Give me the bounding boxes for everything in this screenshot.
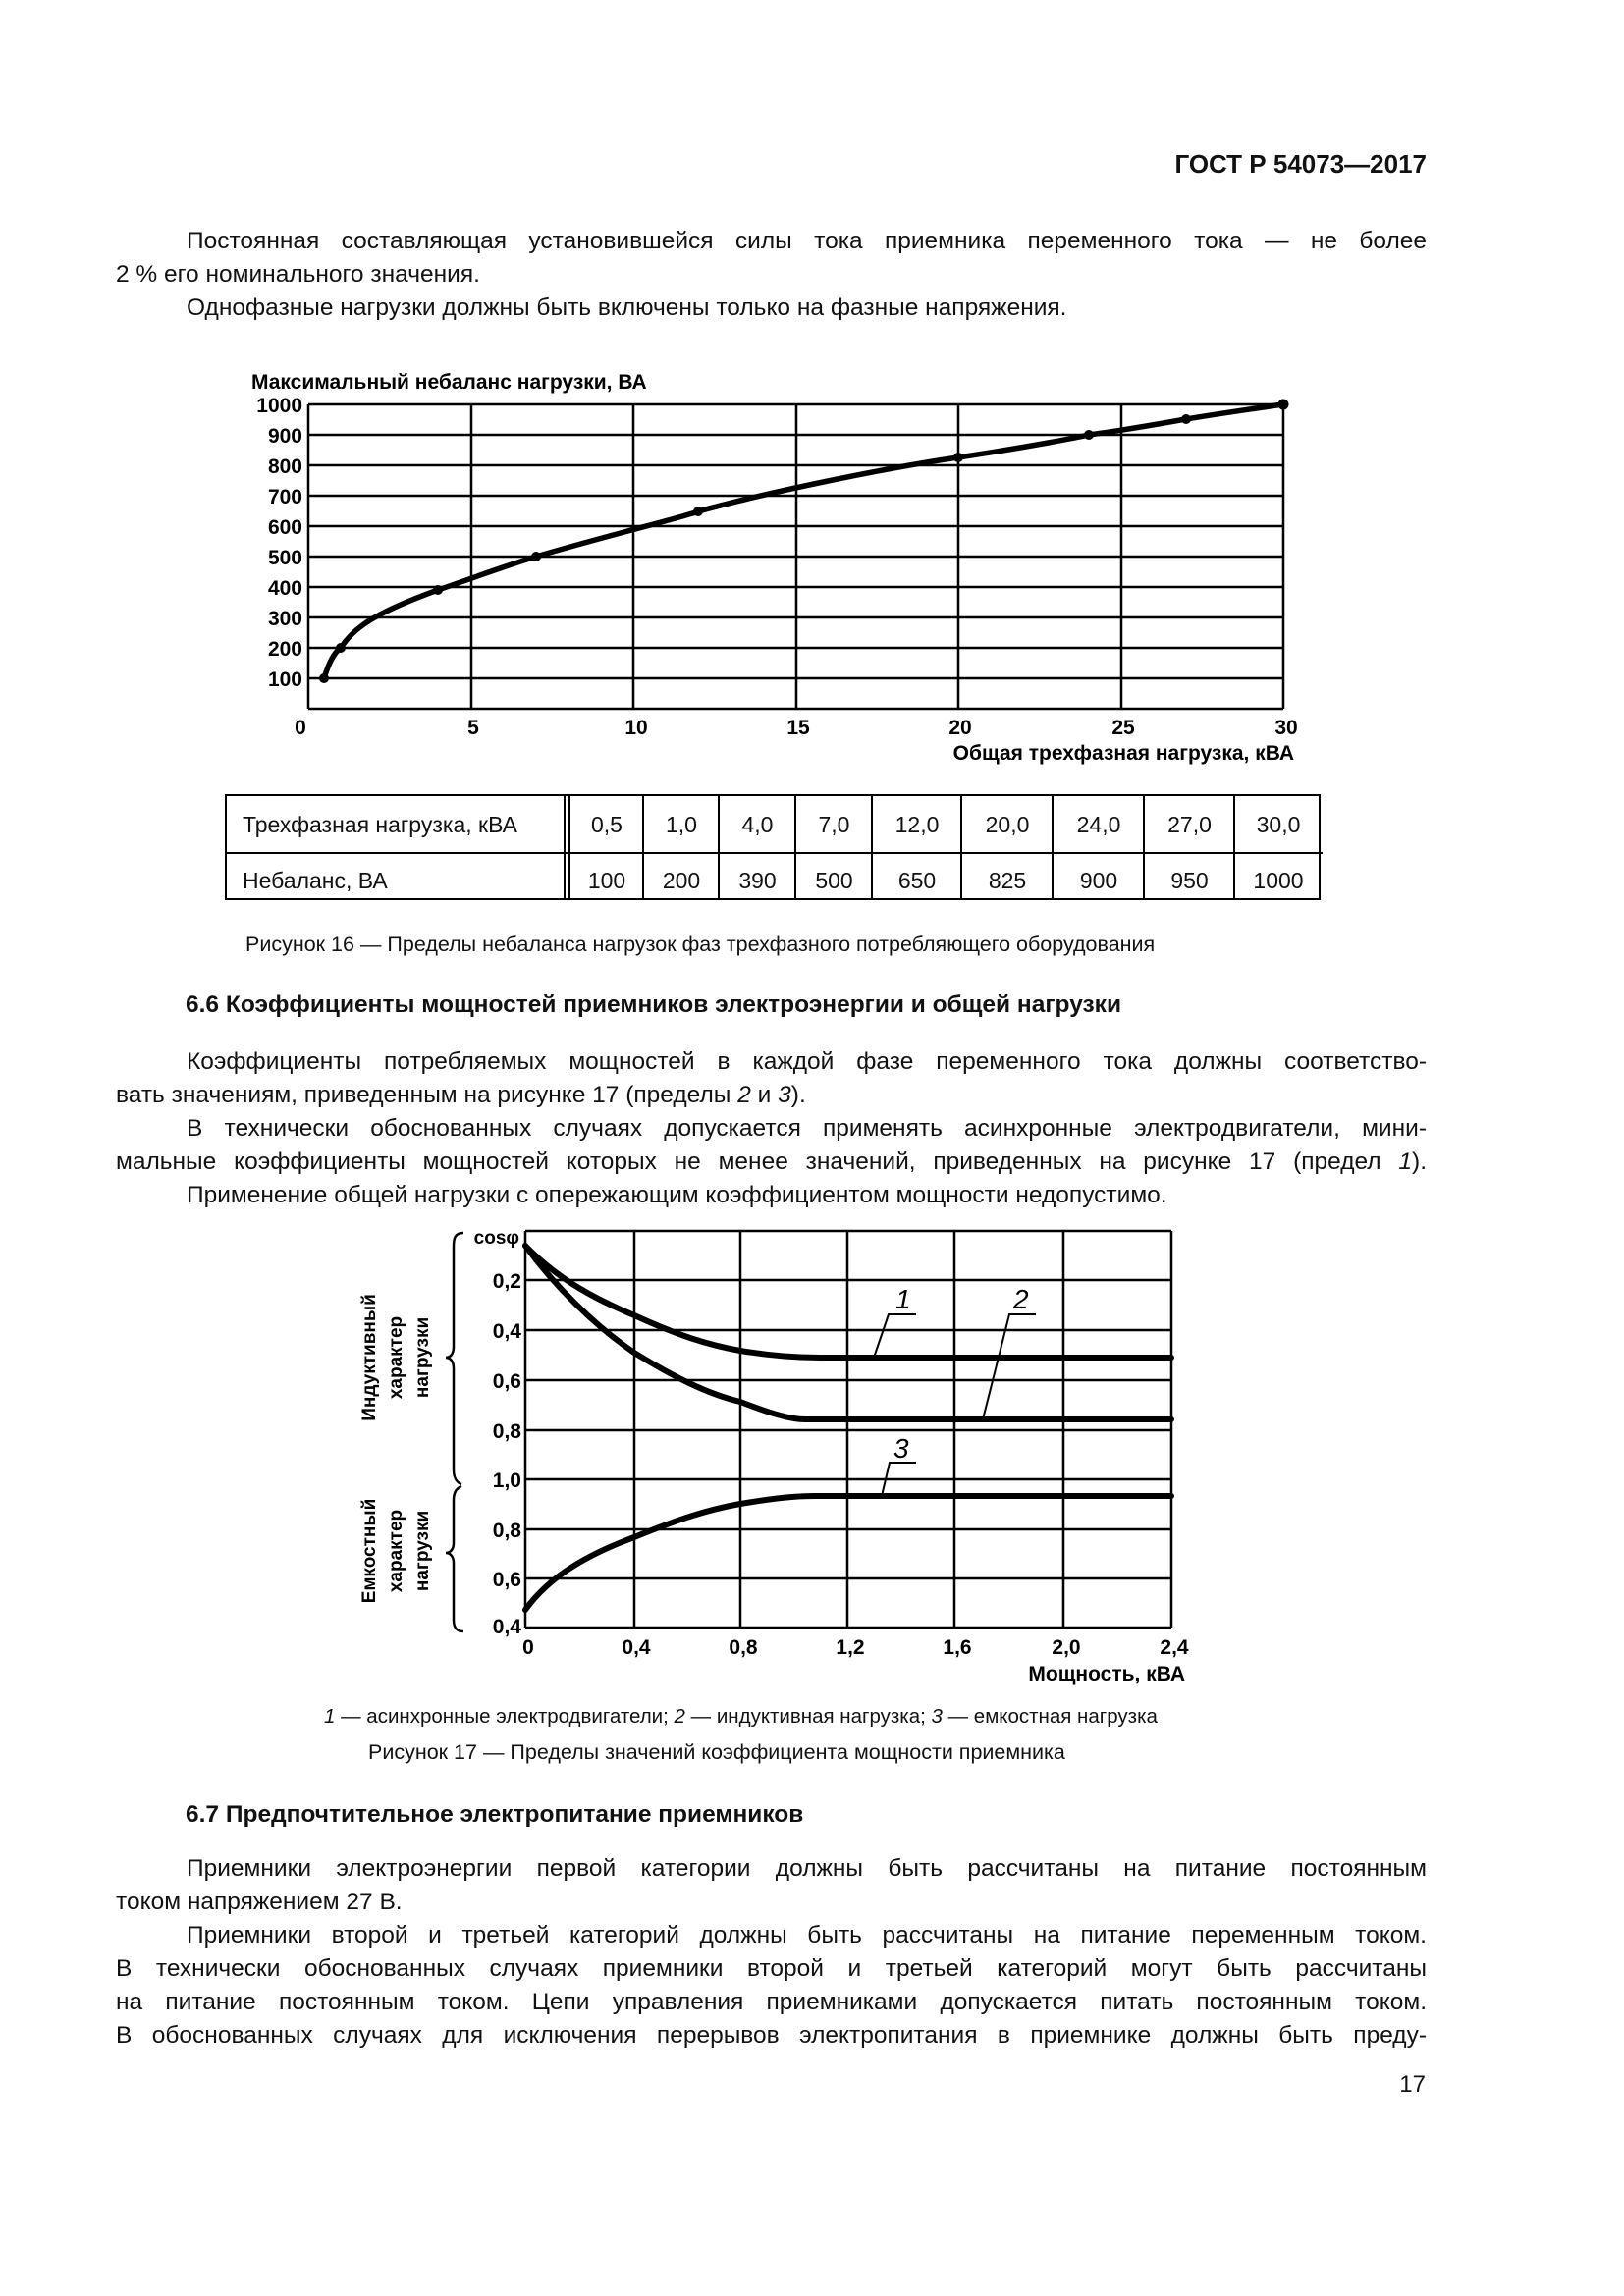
section-6-6-heading: 6.6 Коэффициенты мощностей приемников электроэнергии и общей нагрузки — [186, 991, 1121, 1018]
svg-text:25: 25 — [1111, 717, 1135, 739]
table-cell: 24,0 — [1076, 812, 1121, 837]
table-cell: 12,0 — [894, 812, 940, 837]
table-cell: 20,0 — [985, 812, 1030, 837]
svg-text:0,8: 0,8 — [492, 1520, 521, 1542]
svg-text:500: 500 — [267, 547, 302, 569]
table-cell: 390 — [738, 868, 777, 893]
svg-text:1: 1 — [895, 1284, 911, 1314]
figure17-curve-labels — [893, 1284, 1029, 1464]
svg-text:1000: 1000 — [256, 395, 302, 417]
svg-text:20: 20 — [948, 717, 972, 739]
table-cell: 500 — [815, 868, 853, 893]
paragraph-line: Применение общей нагрузки с опережающим коэффициентом мощности недопустимо. — [187, 1182, 1167, 1208]
table-cell: 650 — [897, 868, 937, 893]
svg-text:0: 0 — [295, 717, 306, 739]
paragraph-line: 2 % его номинального значения. — [116, 261, 480, 288]
svg-text:0,2: 0,2 — [492, 1270, 521, 1293]
svg-text:Индуктивный: Индуктивный — [359, 1294, 380, 1421]
svg-text:3: 3 — [893, 1433, 909, 1464]
table-cell: 4,0 — [741, 812, 774, 837]
figure16-y-ticks — [256, 395, 302, 691]
table-row-label: Небаланс, ВА — [243, 868, 388, 893]
paragraph-line: Однофазные нагрузки должны быть включены только на фазные напряжения. — [187, 294, 1067, 321]
svg-text:0: 0 — [522, 1636, 534, 1659]
figure16-caption: Рисунок 16 — Пределы небаланса нагрузок фаз трехфазного потребляющего оборудования — [245, 933, 1156, 956]
svg-text:Емкостный: Емкостный — [359, 1498, 380, 1604]
table-cell: 100 — [587, 868, 626, 893]
table-cell: 1000 — [1253, 868, 1304, 893]
paragraph-line: Приемники электроэнергии первой категории должны быть рассчитаны на питание постоянным — [187, 1855, 1427, 1882]
svg-text:2,4: 2,4 — [1160, 1636, 1189, 1659]
paragraph-line: Коэффициенты потребляемых мощностей в каждой фазе переменного тока должны соответство- — [187, 1048, 1427, 1075]
paragraph-line: током напряжением 27 В. — [116, 1889, 403, 1915]
page-number: 17 — [1399, 2071, 1426, 2098]
figure16-y-title — [251, 371, 647, 394]
svg-text:200: 200 — [267, 638, 302, 661]
figure16-data-points — [319, 400, 1289, 684]
svg-text:нагрузки: нагрузки — [412, 1510, 433, 1592]
figure17-x-title: Мощность, кВА — [1028, 1663, 1185, 1685]
figure17-legend: 1 — асинхронные электродвигатели; 2 — индуктивная нагрузка; 3 — емкостная нагрузка — [324, 1705, 1158, 1728]
figure17-gridlines — [525, 1231, 1171, 1628]
figure17-braces — [446, 1233, 463, 1631]
svg-text:0,8: 0,8 — [492, 1420, 521, 1443]
svg-text:характер: характер — [386, 1509, 406, 1593]
svg-text:0,4: 0,4 — [492, 1616, 521, 1638]
svg-text:0,6: 0,6 — [492, 1370, 521, 1393]
paragraph-line: Постоянная составляющая установившейся силы тока приемника переменного тока — не более — [187, 228, 1427, 254]
svg-text:5: 5 — [467, 717, 479, 739]
svg-text:1,2: 1,2 — [836, 1636, 865, 1659]
svg-text:600: 600 — [267, 516, 302, 539]
paragraph-line: вать значениям, приведенным на рисунке 17 (пределы 2 и 3). — [116, 1082, 806, 1108]
paragraph-line: В технически обоснованных случаях допускается применять асинхронные электродвигатели, мини- — [187, 1115, 1427, 1142]
figure16-table — [225, 794, 1321, 900]
svg-text:Общая трехфазная нагрузка, кВА: Общая трехфазная нагрузка, кВА — [952, 742, 1294, 765]
paragraph-line: В технически обоснованных случаях приемники второй и третьей категорий могут быть рассчитаны — [116, 1955, 1427, 1982]
svg-text:900: 900 — [267, 425, 302, 448]
svg-text:0,8: 0,8 — [729, 1636, 758, 1659]
svg-text:100: 100 — [267, 668, 302, 691]
figure16-x-ticks — [295, 717, 1298, 739]
table-cell: 950 — [1170, 868, 1209, 893]
svg-text:10: 10 — [624, 717, 648, 739]
paragraph-line: мальные коэффициенты мощностей которых не менее значений, приведенных на рисунке 17 (предел 1). — [116, 1148, 1427, 1175]
svg-text:cosφ: cosφ — [473, 1228, 519, 1249]
svg-text:2,0: 2,0 — [1052, 1636, 1081, 1659]
svg-text:2: 2 — [1013, 1284, 1029, 1314]
figure17-caption: Рисунок 17 — Пределы значений коэффициента мощности приемника — [368, 1740, 1065, 1764]
svg-text:Максимальный небаланс нагрузки: Максимальный небаланс нагрузки, ВА — [251, 371, 647, 394]
svg-text:15: 15 — [786, 717, 810, 739]
svg-text:0,6: 0,6 — [492, 1569, 521, 1591]
table-cell: 30,0 — [1256, 812, 1301, 837]
document-id: ГОСТ Р 54073—2017 — [1174, 149, 1427, 179]
paragraph-line: на питание постоянным током. Цепи управления приемниками допускается питать постоянным током. — [116, 1989, 1427, 2015]
figure16-gridlines — [308, 404, 1283, 709]
table-cell: 27,0 — [1167, 812, 1212, 837]
svg-text:300: 300 — [267, 608, 302, 630]
svg-text:0,4: 0,4 — [622, 1636, 651, 1659]
paragraph-line: Приемники второй и третьей категорий должны быть рассчитаны на питание переменным током. — [187, 1922, 1427, 1949]
svg-text:0,4: 0,4 — [492, 1320, 521, 1343]
figure16-curve — [319, 400, 1289, 684]
section-6-7-heading: 6.7 Предпочтительное электропитание приемников — [186, 1801, 804, 1828]
figure17-y-ticks — [474, 1228, 522, 1638]
table-cell: 1,0 — [666, 812, 697, 837]
paragraph-line: В обоснованных случаях для исключения перерывов электропитания в приемнике должны быть преду- — [116, 2022, 1427, 2049]
svg-text:400: 400 — [267, 577, 302, 600]
table-cell: 200 — [662, 868, 701, 893]
table-cell: 7,0 — [818, 812, 850, 837]
svg-text:характер: характер — [386, 1315, 406, 1400]
svg-text:30: 30 — [1274, 717, 1298, 739]
table-cell: 900 — [1079, 868, 1118, 893]
figure17-chart — [0, 1207, 1624, 1698]
svg-text:нагрузки: нагрузки — [412, 1316, 433, 1399]
table-row-label: Трехфазная нагрузка, кВА — [243, 812, 517, 837]
table-cell: 0,5 — [591, 812, 623, 837]
figure16-x-title — [953, 742, 1294, 765]
figure17-x-ticks — [522, 1636, 1189, 1659]
svg-text:700: 700 — [267, 486, 302, 508]
svg-text:1,0: 1,0 — [492, 1469, 521, 1492]
svg-text:800: 800 — [267, 455, 302, 478]
figure17-region-labels — [359, 1294, 433, 1603]
svg-text:1,6: 1,6 — [943, 1636, 972, 1659]
table-cell: 825 — [988, 868, 1027, 893]
figure16-chart — [0, 0, 1624, 785]
